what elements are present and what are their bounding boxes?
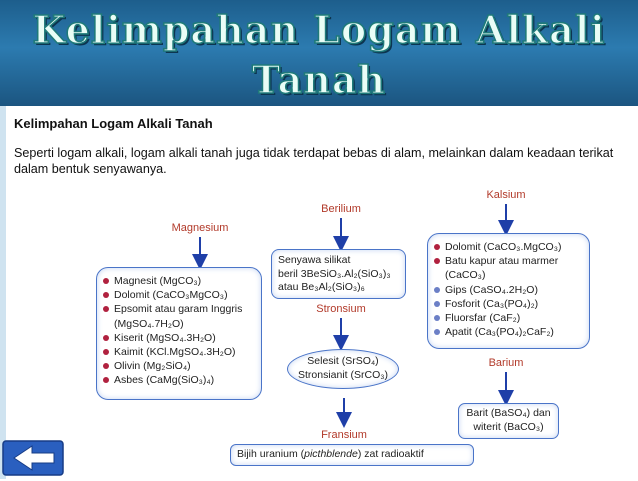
bullet-icon	[103, 363, 109, 369]
arrow-left-icon	[2, 440, 64, 476]
label-stronsium: Stronsium	[316, 303, 366, 315]
list-item: Batu kapur atau marmer (CaCO₃)	[434, 254, 585, 282]
ellipse-stronsium: Selesit (SrSO₄) Stronsianit (SrCO₃)	[287, 349, 399, 389]
bullet-icon	[103, 306, 109, 312]
back-button[interactable]	[2, 440, 64, 476]
slide-title-line-2: Tanah	[251, 57, 387, 102]
label-kalsium: Kalsium	[486, 189, 526, 201]
list-item: Fosforit (Ca₃(PO₄)₂)	[434, 297, 585, 311]
list-item: Apatit (Ca₃(PO₄)₂CaF₂)	[434, 325, 585, 339]
document-heading: Kelimpahan Logam Alkali Tanah	[14, 116, 213, 131]
bullet-icon	[434, 244, 440, 250]
label-berilium: Berilium	[321, 203, 361, 215]
list-item: Fluorsfar (CaF₂)	[434, 311, 585, 325]
intro-paragraph: Seperti logam alkali, logam alkali tanah juga tidak terdapat bebas di alam, melainkan dalam keadaan terikat dalam bentuk senyawanya.	[14, 146, 614, 176]
bullet-icon	[103, 278, 109, 284]
bullet-icon	[434, 287, 440, 293]
list-item: Asbes (CaMg(SiO₃)₄)	[103, 373, 257, 387]
label-barium: Barium	[488, 357, 524, 369]
label-fransium: Fransium	[321, 429, 367, 441]
list-item: Kiserit (MgSO₄.3H₂O)	[103, 331, 257, 345]
box-kalsium	[427, 233, 590, 349]
list-item: Dolomit (CaCO₃MgCO₃)	[103, 288, 257, 302]
list-item: Olivin (Mg₂SiO₄)	[103, 359, 257, 373]
bullet-icon	[434, 329, 440, 335]
bullet-icon	[103, 349, 109, 355]
bullet-icon	[103, 292, 109, 298]
list-item: Dolomit (CaCO₃.MgCO₃)	[434, 240, 585, 254]
box-magnesium	[96, 267, 262, 400]
label-magnesium: Magnesium	[171, 222, 229, 234]
list-item: Epsomit atau garam Inggris (MgSO₄.7H₂O)	[103, 302, 257, 330]
box-fransium: Bijih uranium (picthblende) zat radioaktif	[230, 444, 474, 466]
bullet-icon	[434, 315, 440, 321]
bullet-icon	[103, 377, 109, 383]
bullet-icon	[434, 301, 440, 307]
box-berilium: Senyawa silikat beril 3BeSiO₃.Al₂(SiO₃)₃ atau Be₃Al₂(SiO₃)₆	[271, 249, 406, 299]
slide-title-line-1: Kelimpahan Logam Alkali	[32, 7, 606, 52]
bullet-icon	[103, 335, 109, 341]
list-item: Gips (CaSO₄.2H₂O)	[434, 283, 585, 297]
bullet-icon	[434, 258, 440, 264]
list-item: Magnesit (MgCO₃)	[103, 274, 257, 288]
box-barium: Barit (BaSO₄) dan witerit (BaCO₃)	[458, 403, 559, 439]
list-item: Kaimit (KCl.MgSO₄.3H₂O)	[103, 345, 257, 359]
